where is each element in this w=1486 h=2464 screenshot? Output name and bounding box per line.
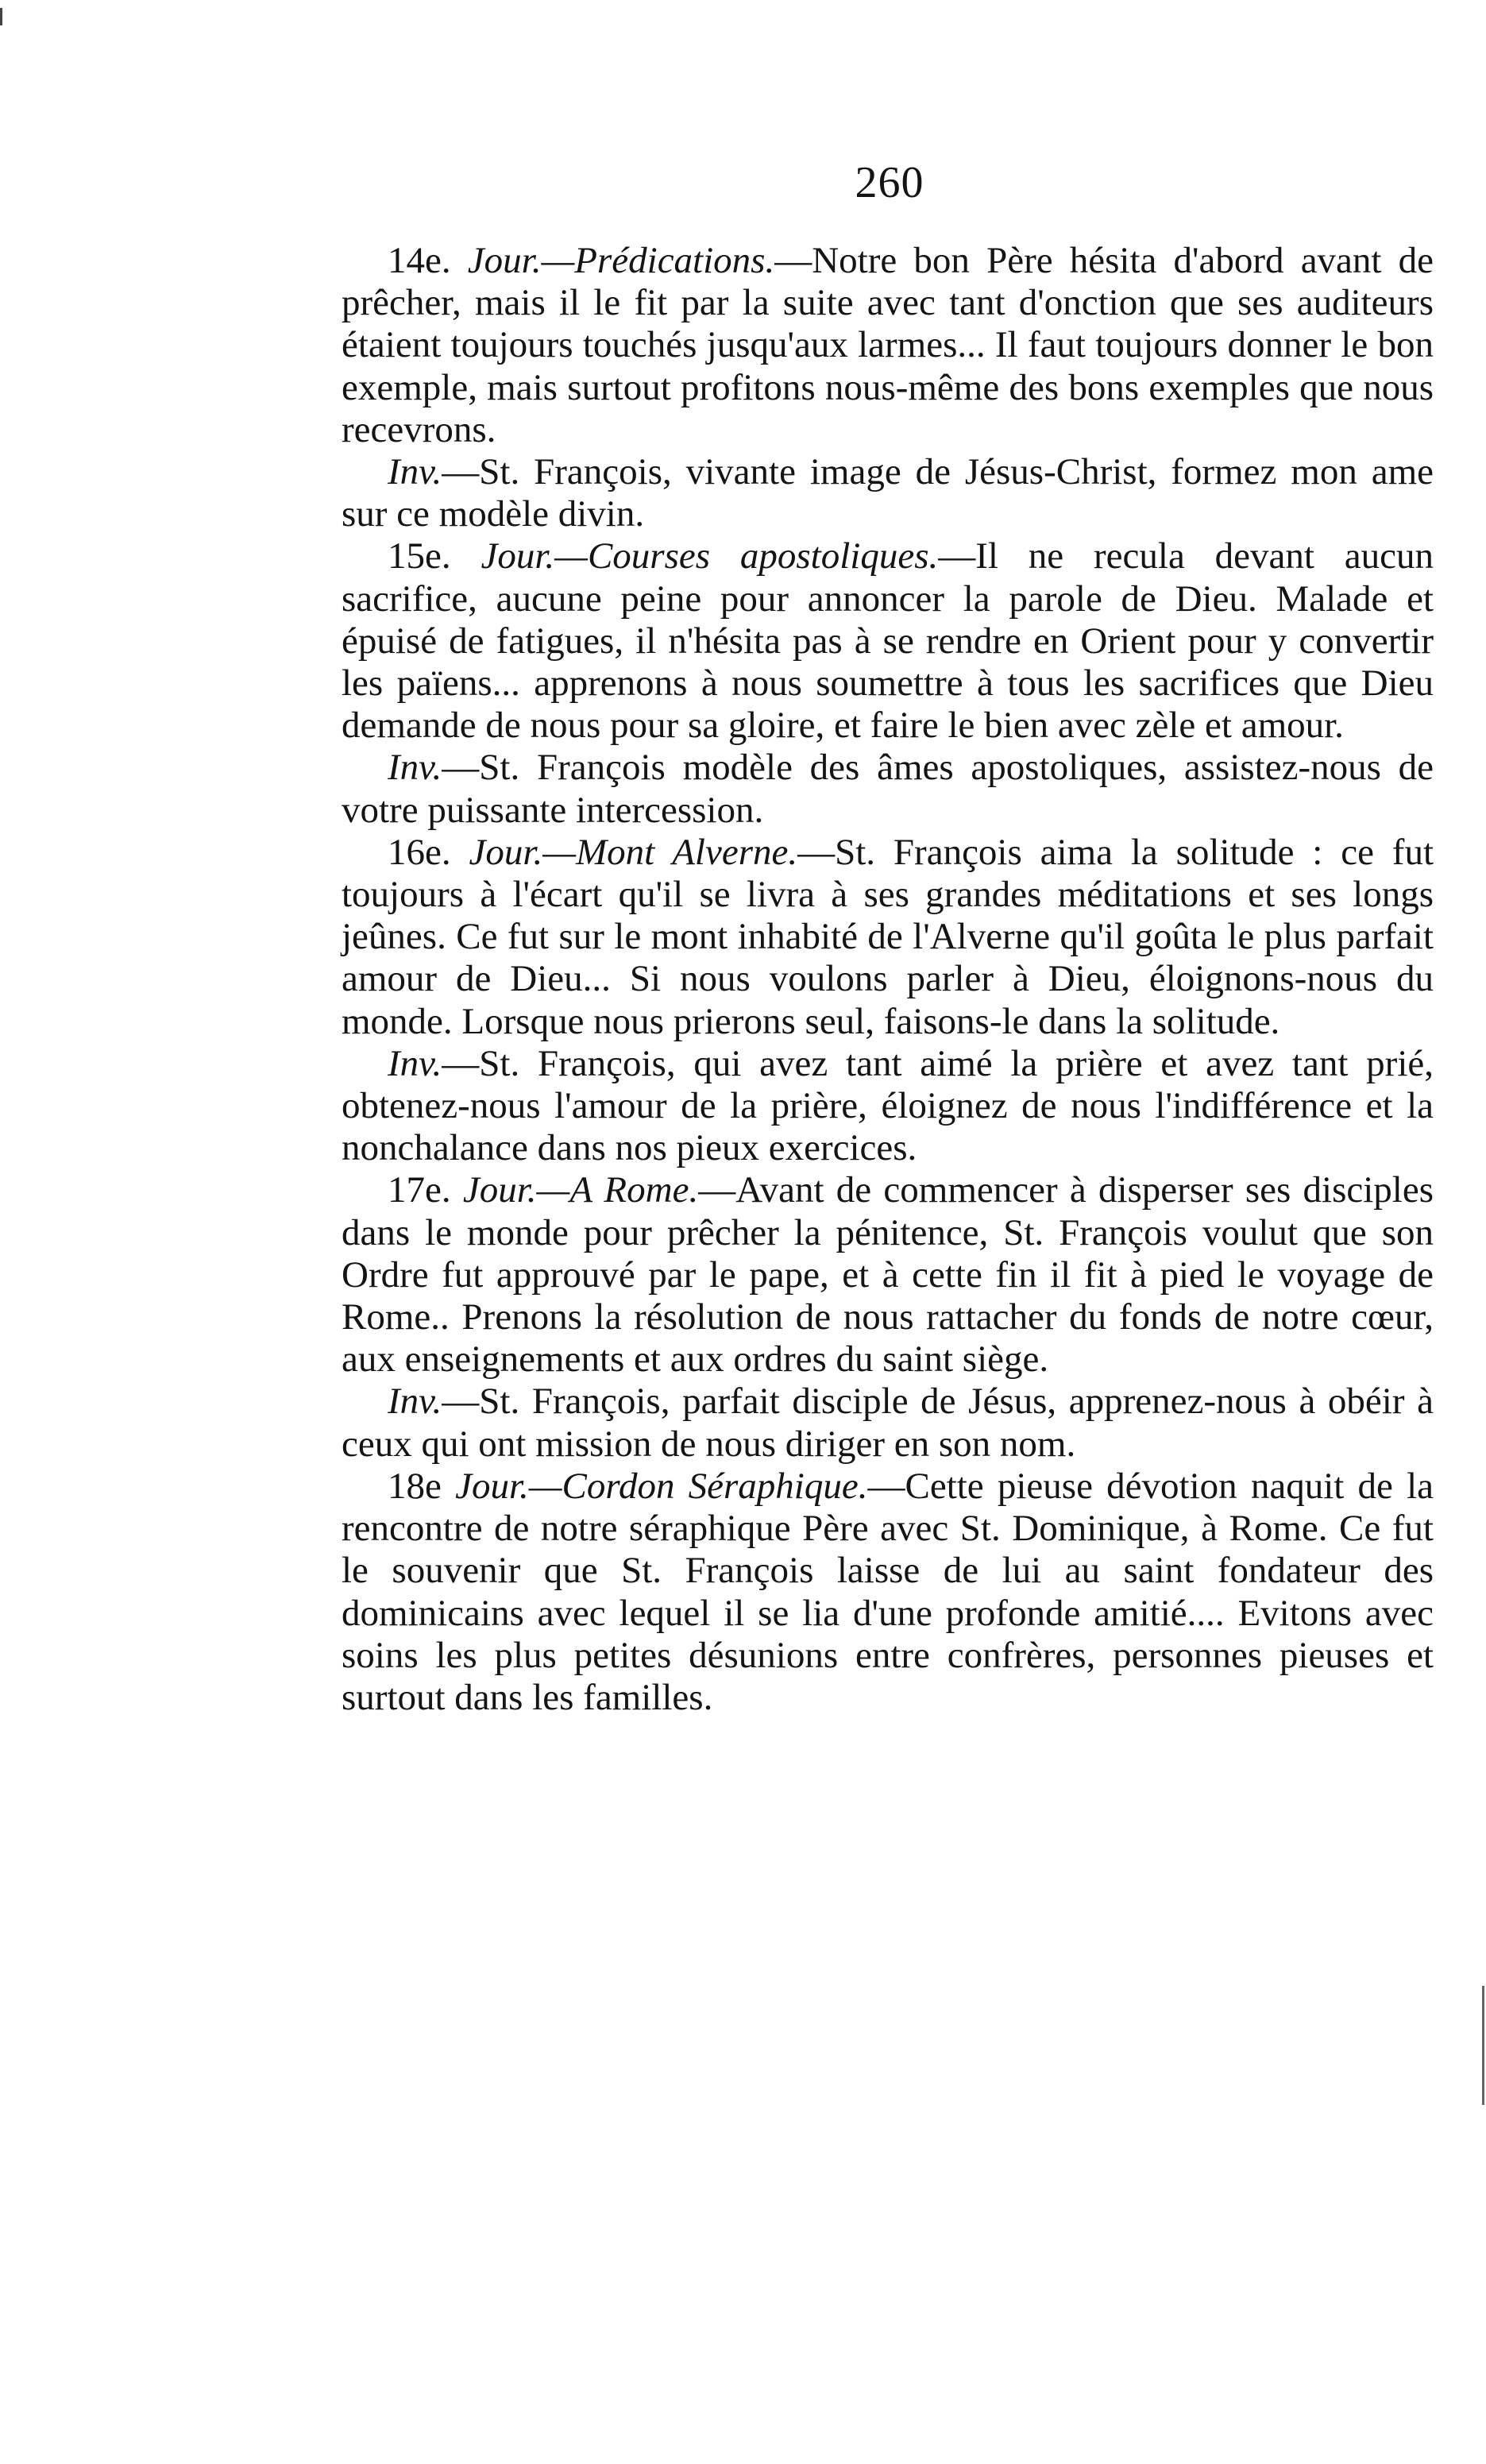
paragraph-text: —Il ne recula devant aucun sacrifice, aucune peine pour annoncer la parole de Dieu. Malade et épuisé de fatigues, il n'hésita pas à se rendre en Orient pour y convertir les païens... apprenons à nous soumettre à tous les sacrifices que Dieu demande de nous pour sa gloire, et faire le bien avec zèle et amour. [342, 535, 1434, 747]
paragraph-day-17 [342, 1169, 1434, 1381]
invocation-heading: Inv. [388, 1381, 442, 1423]
invocation-17 [342, 1381, 1434, 1465]
scan-artifact [0, 8, 2, 25]
paragraph-heading: Jour.—A Rome. [462, 1169, 699, 1211]
paragraph-number: 14e. [388, 240, 451, 281]
paragraph-text: —Cette pieuse dévotion naquit de la rencontre de notre séraphique Père avec St. Dominique, à Rome. Ce fut le souvenir que St. François laisse de lui au saint fondateur des dominicains avec lequel il se lia d'une profonde amitié.... Evitons avec soins les plus petites désunions entre confrères, personnes pieuses et surtout dans les familles. [342, 1465, 1434, 1718]
paragraph-heading: Jour.—Courses apostoliques. [481, 535, 939, 577]
paragraph-heading: Jour.—Cordon Séraphique. [455, 1465, 868, 1507]
invocation-text: —St. François, parfait disciple de Jésus, apprenez-nous à obéir à ceux qui ont mission de nous diriger en son nom. [342, 1381, 1434, 1465]
paragraph-text: —St. François aima la solitude : ce fut toujours à l'écart qu'il se livra à ses grandes méditations et ses longs jeûnes. Ce fut sur le mont inhabité de l'Alverne qu'il goûta le plus parfait amour de Dieu... Si nous voulons parler à Dieu, éloignons-nous du monde. Lorsque nous prierons seul, faisons-le dans la solitude. [342, 831, 1434, 1042]
paragraph-day-18 [342, 1466, 1434, 1719]
invocation-text: —St. François, qui avez tant aimé la prière et avez tant prié, obtenez-nous l'amour de la prière, éloignez de nous l'indifférence et la nonchalance dans nos pieux exercices. [342, 1042, 1434, 1169]
invocation-text: —St. François modèle des âmes apostoliques, assistez-nous de votre puissante intercession. [342, 747, 1434, 831]
invocation-text: —St. François, vivante image de Jésus-Christ, formez mon ame sur ce modèle divin. [342, 451, 1434, 535]
invocation-heading: Inv. [388, 451, 442, 493]
paragraph-number: 15e. [388, 535, 451, 577]
page-number: 260 [855, 158, 924, 207]
paragraph-number: 18e [388, 1465, 442, 1507]
invocation-heading: Inv. [388, 747, 442, 789]
paragraph-day-16 [342, 832, 1434, 1043]
paragraph-number: 16e. [388, 831, 451, 873]
paragraph-day-15 [342, 535, 1434, 747]
paragraph-number: 17e. [388, 1169, 451, 1211]
paragraph-day-14 [342, 240, 1434, 451]
body-text [342, 240, 1434, 1719]
invocation-14 [342, 451, 1434, 535]
invocation-16 [342, 1043, 1434, 1170]
invocation-15 [342, 747, 1434, 831]
paragraph-text: —Notre bon Père hésita d'abord avant de prêcher, mais il le fit par la suite avec tant d'onction que ses auditeurs étaient toujours touchés jusqu'aux larmes... Il faut toujours donner le bon exemple, mais surtout profitons nous-même des bons exemples que nous recevrons. [342, 240, 1434, 450]
paragraph-text: —Avant de commencer à disperser ses disciples dans le monde pour prêcher la pénitence, St. François voulut que son Ordre fut approuvé par le pape, et à cette fin il fit à pied le voyage de Rome.. Prenons la résolution de nous rattacher du fonds de notre cœur, aux enseignements et aux ordres du saint siège. [342, 1169, 1434, 1381]
paragraph-heading: Jour.—Mont Alverne. [469, 831, 798, 873]
scan-artifact [1482, 1986, 1484, 2105]
paragraph-heading: Jour.—Prédications. [467, 240, 775, 281]
invocation-heading: Inv. [388, 1042, 442, 1084]
